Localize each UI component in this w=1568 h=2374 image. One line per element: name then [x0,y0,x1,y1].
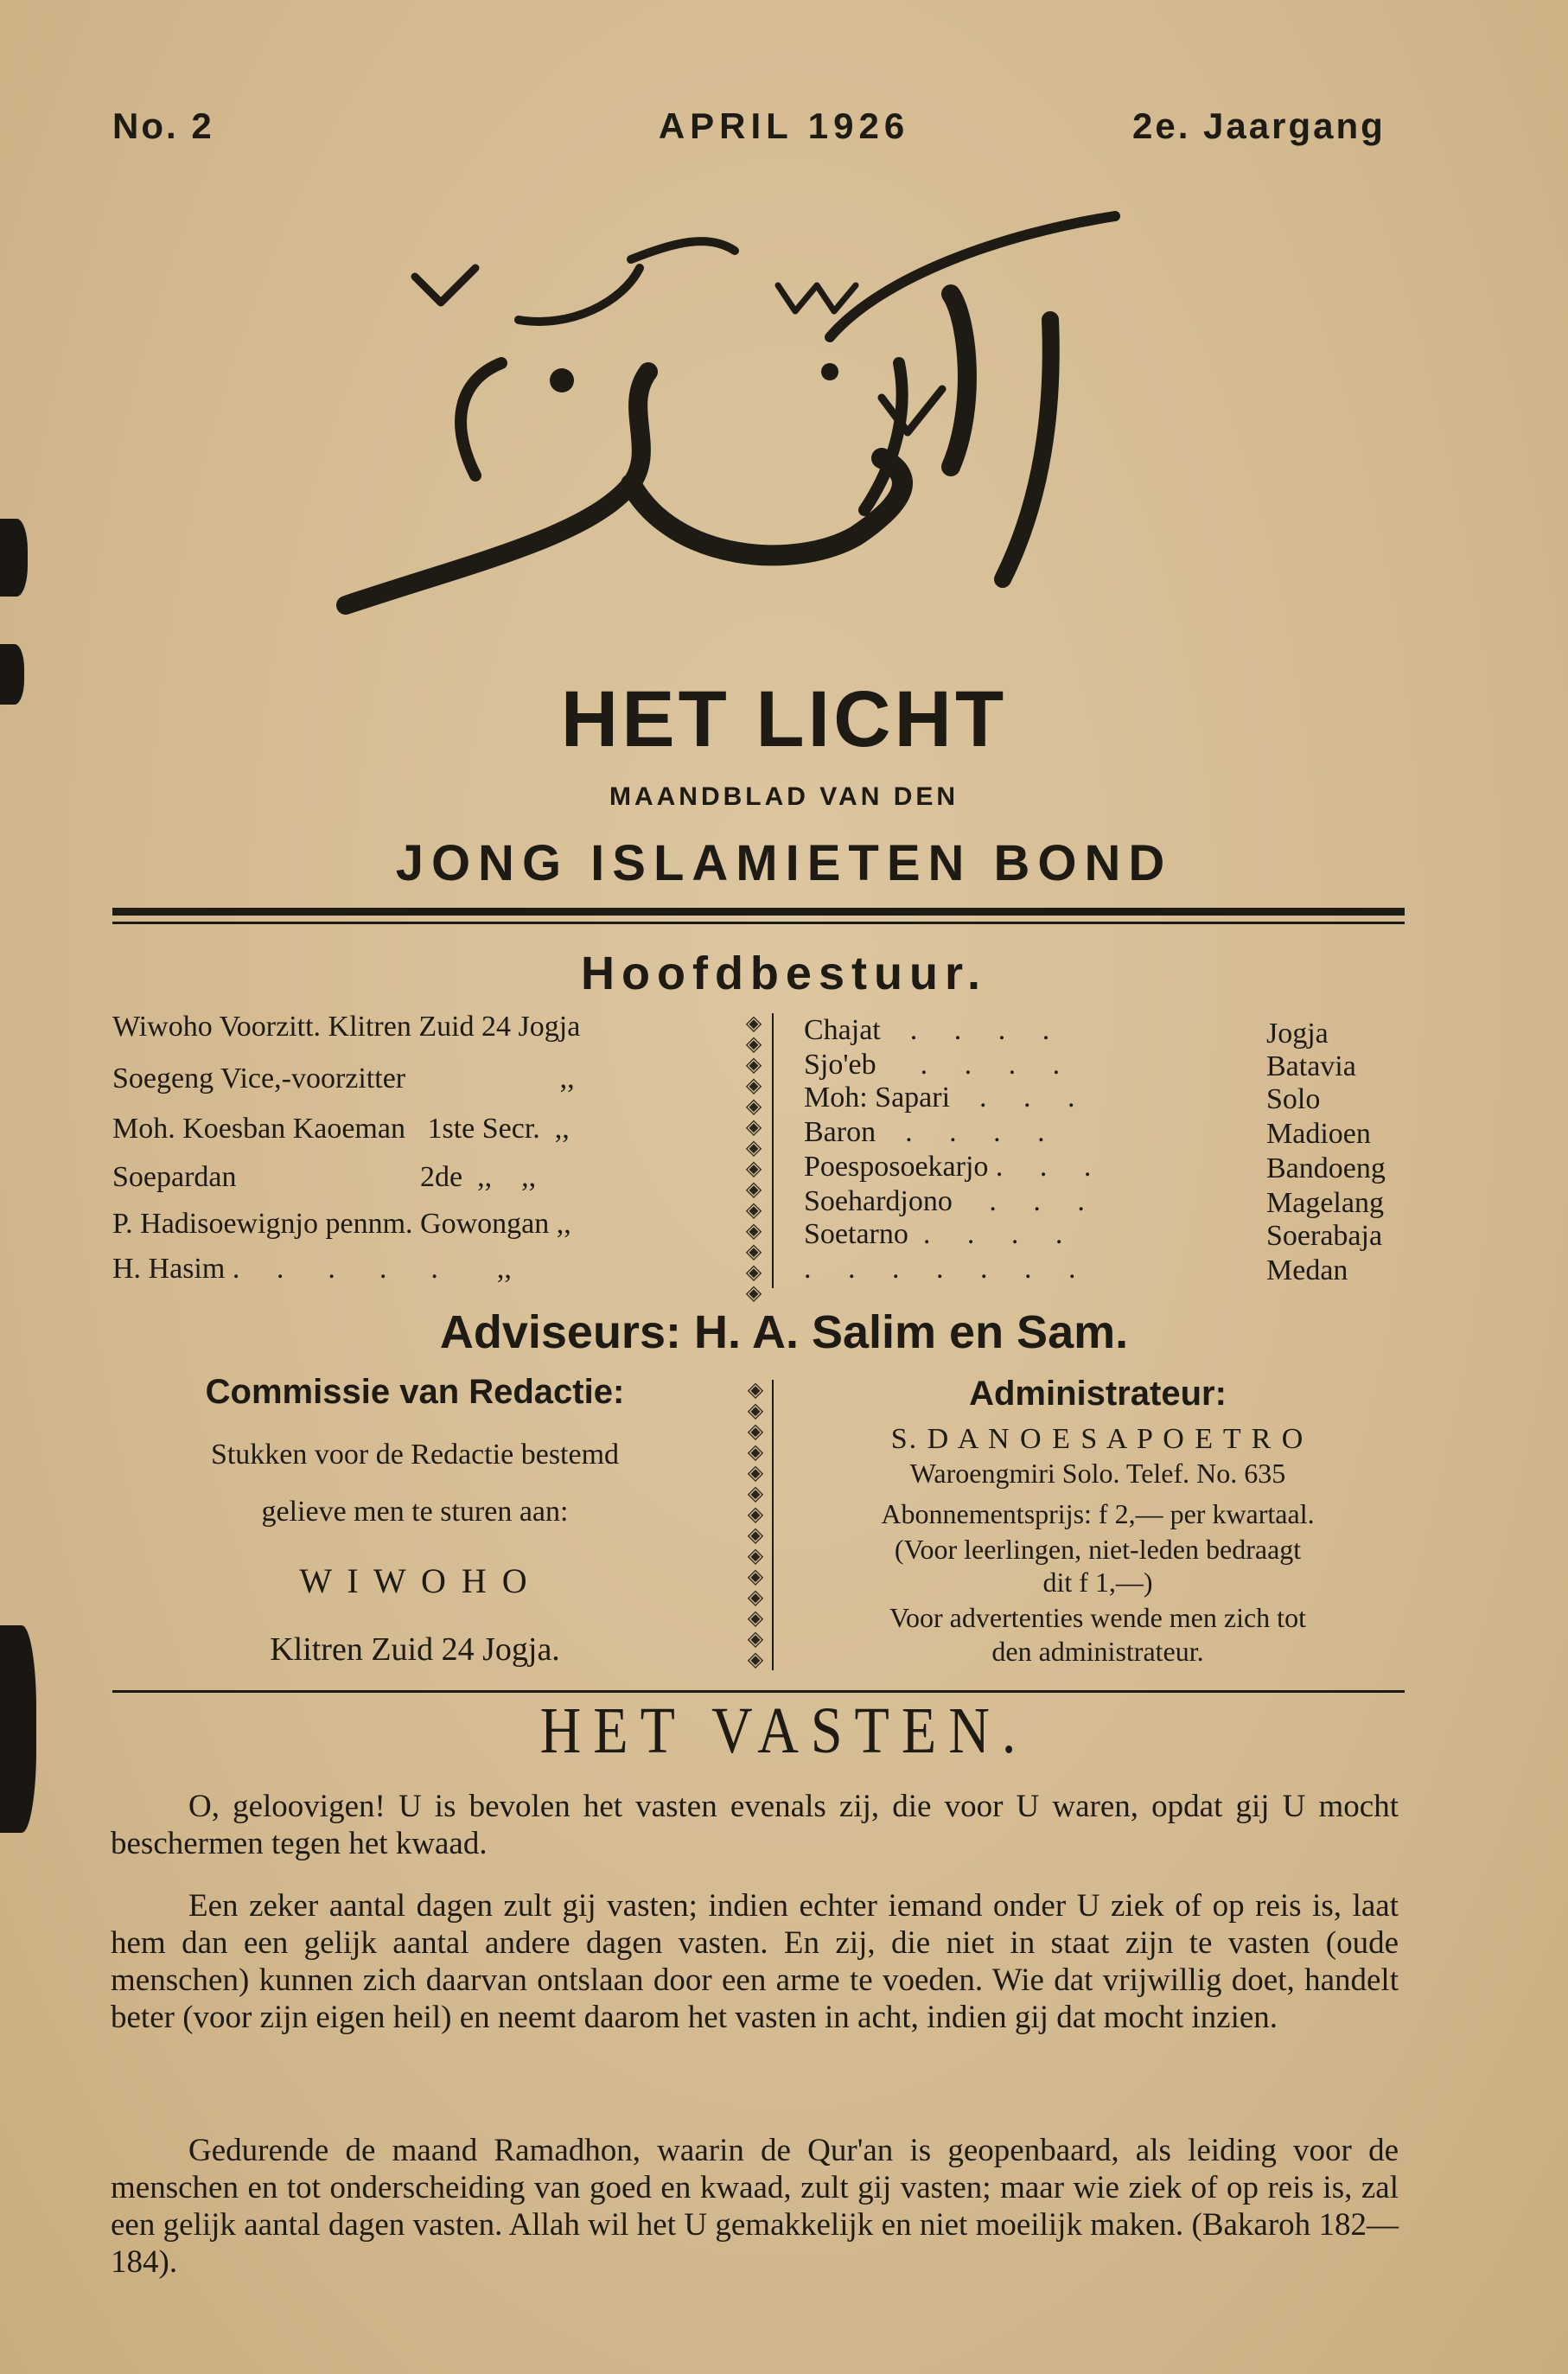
board-left-row: Soegeng Vice,-voorzitter ,, [112,1063,575,1094]
subscription-price: Abonnementsprijs: f 2,— per kwartaal. [881,1498,1315,1529]
administrator-name: S. D A N O E S A P O E T R O [890,1423,1305,1455]
board-right-city: Soerabaja [1266,1220,1383,1252]
board-heading: Hoofdbestuur. [581,948,987,999]
binding-hole-stain [0,1625,36,1833]
board-right-name: Moh: Sapari . . . [804,1082,1075,1114]
issue-number: No. 2 [112,105,214,146]
column-divider [772,1380,774,1670]
article-paragraph: O, geloovigen! U is bevolen het vasten evenals zij, die voor U waren, opdat gij U mocht beschermen tegen het kwaad. [111,1789,1399,1861]
binding-hole-stain [0,644,24,705]
board-right-city: Bandoeng [1266,1152,1386,1184]
publication-title: HET LICHT [560,675,1008,763]
board-right-name: Soehardjono . . . [804,1185,1085,1217]
redaction-line: Stukken voor de Redactie bestemd [210,1439,620,1471]
administrator-address: Waroengmiri Solo. Telef. No. 635 [909,1458,1286,1489]
article-paragraph: Gedurende de maand Ramadhon, waarin de Qur'an is geopenbaard, als leiding voor de menschen en tot onderscheiding van goed en kwaad, zult gij vasten; maar wie ziek of op reis is, zal een gelijk aantal dagen vasten. Allah wil het U gemakkelijk en niet moeilijk maken. (Bakaroh 182—184). [111,2133,1399,2280]
board-right-city: Jogja [1266,1018,1329,1050]
arabic-calligraphy-logo [346,199,1176,657]
redaction-heading: Commissie van Redactie: [205,1373,625,1411]
board-right-city: Magelang [1266,1187,1384,1219]
board-right-city: Madioen [1266,1118,1371,1150]
advertising-note: den administrateur. [991,1636,1204,1667]
ornament-divider: ◈◈◈◈◈◈◈◈◈◈◈◈◈◈ [747,1379,764,1671]
student-price-note: (Voor leerlingen, niet-leden bedraagt [894,1534,1302,1565]
issue-date: APRIL 1926 [658,105,910,146]
volume-label: 2e. Jaargang [1132,105,1386,146]
board-right-name: Poesposoekarjo . . . [804,1151,1092,1183]
student-price-note: dit f 1,—) [1042,1567,1153,1598]
redaction-line: gelieve men te sturen aan: [261,1496,569,1528]
board-right-name: . . . . . . . [804,1253,1076,1285]
article-title: HET VASTEN. [539,1694,1029,1768]
masthead-rule-thin [112,922,1405,924]
organization-name: JONG ISLAMIETEN BOND [395,835,1173,891]
board-right-name: Baron . . . . [804,1116,1045,1148]
binding-hole-stain [0,519,28,597]
article-paragraph: Een zeker aantal dagen zult gij vasten; indien echter iemand onder U ziek of op reis is, laat hem dan een gelijk aantal andere dagen vasten. En zij, die niet in staat zijn te vasten (oude menschen) kunnen zich daarvan ontslaan door een arme te voeden. Wie dat vrijwillig doet, handelt beter (voor zijn eigen heil) en neemt daarom het vasten in acht, indien gij dat mocht inzien. [111,1888,1399,2035]
advertising-note: Voor advertenties wende men zich tot [889,1602,1306,1633]
ornament-divider: ◈◈◈◈◈◈◈◈◈◈◈◈◈◈ [745,1012,762,1305]
board-right-city: Solo [1266,1083,1321,1115]
board-left-row: Wiwoho Voorzitt. Klitren Zuid 24 Jogja [112,1011,581,1043]
board-left-row: P. Hadisoewignjo pennm. Gowongan ,, [112,1208,571,1240]
administration-heading: Administrateur: [969,1375,1227,1413]
column-divider [772,1013,774,1288]
board-left-row: H. Hasim . . . . . ,, [112,1253,512,1285]
board-right-name: Chajat . . . . [804,1014,1050,1046]
redaction-address: Klitren Zuid 24 Jogja. [270,1631,560,1668]
board-left-row: Soepardan 2de ,, ,, [112,1161,537,1193]
redaction-name: W I W O H O [299,1561,531,1600]
advisers-line: Adviseurs: H. A. Salim en Sam. [439,1306,1129,1358]
board-right-name: Sjo'eb . . . . [804,1049,1061,1081]
masthead-rule [112,908,1405,916]
board-right-name: Soetarno . . . . [804,1218,1063,1250]
board-right-city: Batavia [1266,1050,1356,1082]
board-left-row: Moh. Koesban Kaoeman 1ste Secr. ,, [112,1113,570,1145]
section-rule [112,1690,1405,1693]
publication-subtitle: MAANDBLAD VAN DEN [609,782,959,811]
board-right-city: Medan [1266,1254,1348,1286]
